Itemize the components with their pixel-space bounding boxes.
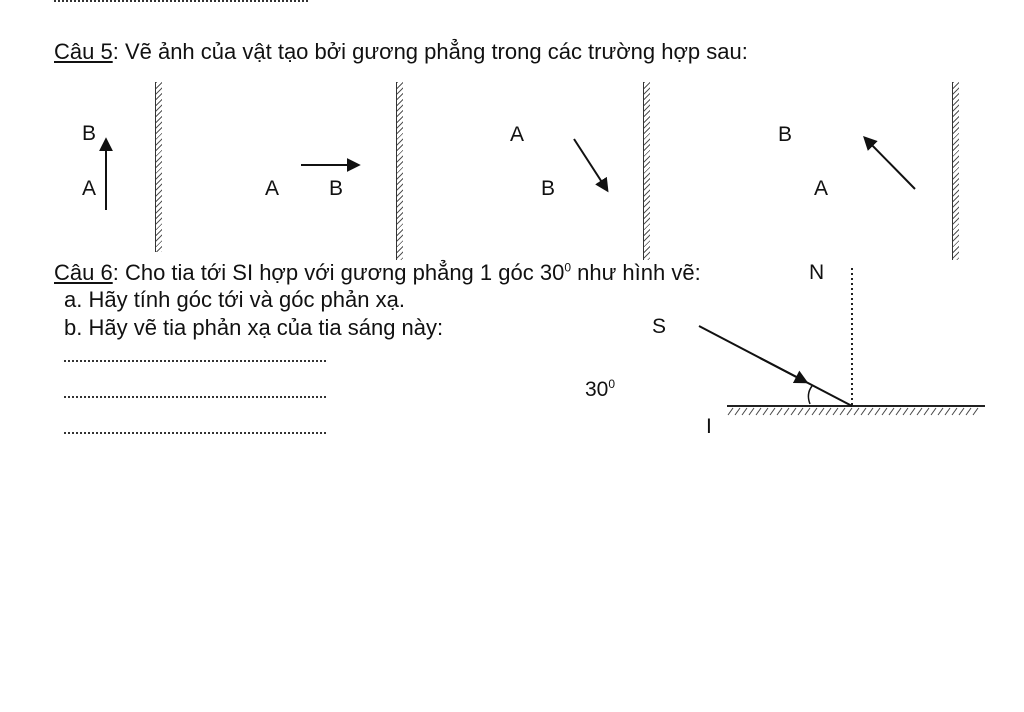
answer-line-3 bbox=[64, 432, 326, 434]
case4-arrow bbox=[865, 138, 915, 189]
case3-label-top: A bbox=[510, 123, 525, 146]
case4-label-top: B bbox=[778, 123, 793, 146]
incident-ray-arrow bbox=[760, 358, 806, 382]
angle-arc bbox=[808, 386, 812, 404]
q6-item-b: b. Hãy vẽ tia phản xạ của tia sáng này: bbox=[64, 315, 444, 340]
mirror-hatching bbox=[728, 408, 978, 415]
q6-heading bbox=[54, 260, 701, 286]
q6-degree-sup: 0 bbox=[564, 260, 571, 275]
point-label: I bbox=[706, 415, 712, 438]
case2-label-right: B bbox=[329, 177, 344, 200]
normal-label: N bbox=[809, 261, 825, 284]
q5-text: : Vẽ ảnh của vật tạo bởi gương phẳng trong các trường hợp sau: bbox=[112, 39, 748, 64]
answer-line-2 bbox=[64, 396, 326, 398]
case4-label-bottom: A bbox=[814, 177, 829, 200]
angle-value: 30 bbox=[585, 378, 609, 401]
q6-text: : Cho tia tới SI hợp với gương phẳng 1 góc 30 bbox=[112, 260, 565, 285]
q6-text-end: như hình vẽ: bbox=[571, 260, 701, 285]
case1-label-top: B bbox=[82, 122, 97, 145]
q6-label: Câu 6 bbox=[54, 260, 113, 285]
q5-label: Câu 5 bbox=[54, 39, 113, 64]
case3-arrow bbox=[574, 139, 607, 190]
q6-item-a: a. Hãy tính góc tới và góc phản xạ. bbox=[64, 287, 405, 312]
angle-label bbox=[585, 378, 615, 400]
angle-sup: 0 bbox=[608, 377, 616, 391]
case3-label-bottom: B bbox=[541, 177, 556, 200]
answer-line-1 bbox=[64, 360, 326, 362]
source-label: S bbox=[652, 315, 667, 338]
case2-label-left: A bbox=[265, 177, 280, 200]
case1-label-bottom: A bbox=[82, 177, 97, 200]
